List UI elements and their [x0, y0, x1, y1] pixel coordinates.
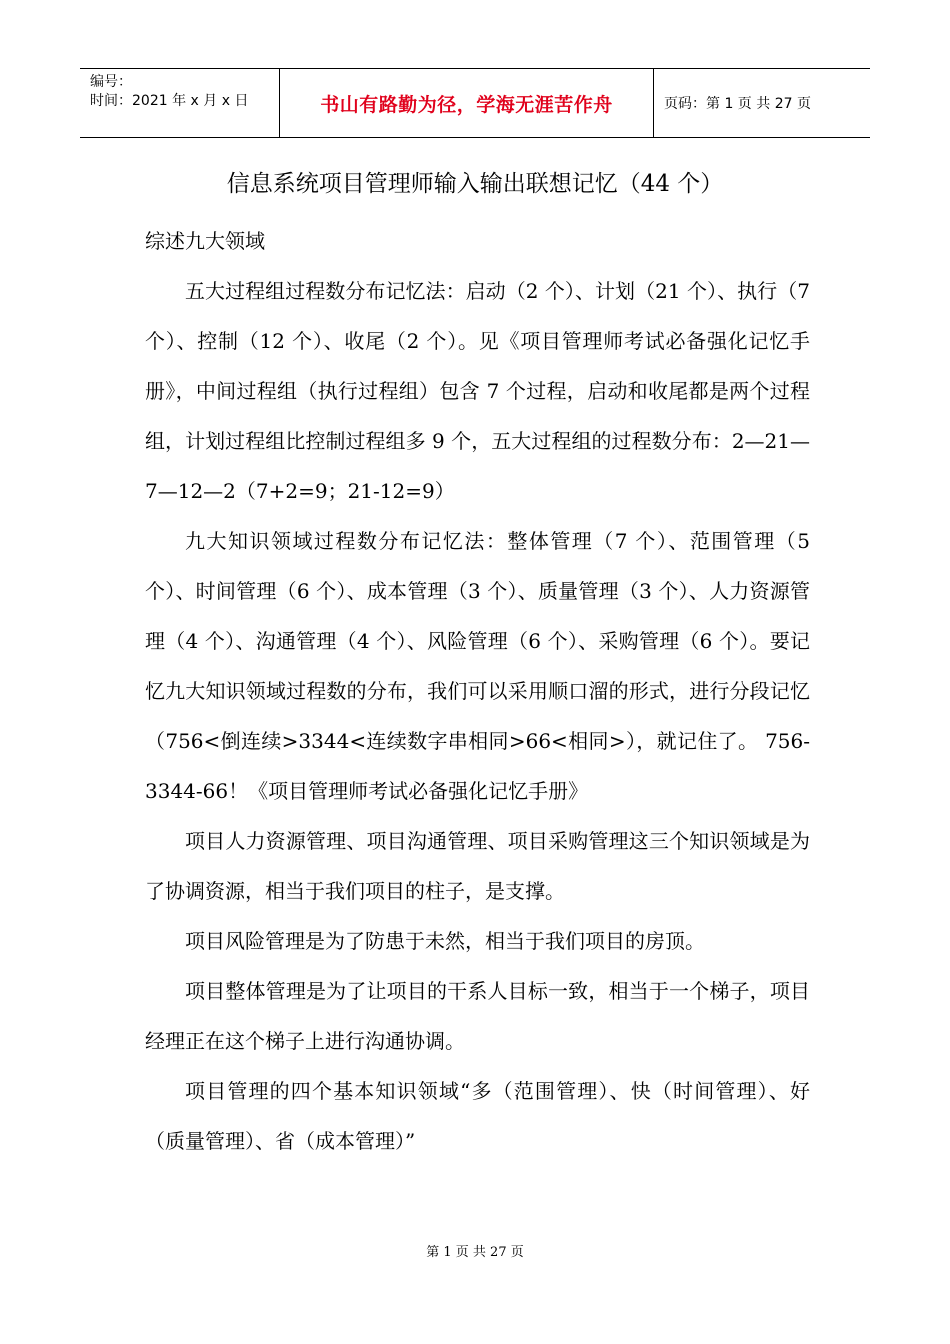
- header-motto: 书山有路勤为径，学海无涯苦作舟: [280, 69, 654, 137]
- document-number-label: 编号：: [90, 74, 132, 90]
- document-title: 信息系统项目管理师输入输出联想记忆（44 个）: [226, 171, 724, 197]
- paragraph-process-groups: 五大过程组过程数分布记忆法：启动（2 个）、计划（21 个）、执行（7 个）、控制（12 个）、收尾（2 个）。见《项目管理师考试必备强化记忆手册》，中间过程组（执行过程组）包含 7 个过程，启动和收尾都是两个过程组，计划过程组比控制过程组多 9 个，五大过程组的过程数分布：2—21—7—12—2（7+2=9；21-12=9）: [145, 279, 810, 503]
- section-heading: 综述九大领域: [145, 229, 265, 253]
- document-body: [145, 216, 810, 1166]
- page-footer: 第 1 页 共 27 页: [426, 1245, 524, 1260]
- paragraph-support-areas: 项目人力资源管理、项目沟通管理、项目采购管理这三个知识领域是为了协调资源，相当于我们项目的柱子，是支撑。: [145, 829, 810, 903]
- paragraph-risk-management: 项目风险管理是为了防患于未然，相当于我们项目的房顶。: [185, 929, 705, 953]
- document-header: [80, 68, 870, 138]
- document-date: 时间：2021 年 x 月 x 日: [90, 93, 249, 109]
- paragraph-four-basic-areas: 项目管理的四个基本知识领域“多（范围管理）、快（时间管理）、好（质量管理）、省（成本管理）”: [145, 1079, 810, 1153]
- header-meta-cell: [80, 69, 280, 137]
- paragraph-knowledge-areas: 九大知识领域过程数分布记忆法：整体管理（7 个）、范围管理（5 个）、时间管理（6 个）、成本管理（3 个）、质量管理（3 个）、人力资源管理（4 个）、沟通管理（4 个）、风险管理（6 个）、采购管理（6 个）。要记忆九大知识领域过程数的分布，我们可以采用顺口溜的形式，进行分段记忆（756<倒连续>3344<连续数字串相同>66<相同>），就记住了。 756-3344-66！《项目管理师考试必备强化记忆手册》: [145, 529, 810, 803]
- header-page-info: 页码：第 1 页 共 27 页: [664, 96, 811, 112]
- paragraph-integration-management: 项目整体管理是为了让项目的干系人目标一致，相当于一个梯子，项目经理正在这个梯子上进行沟通协调。: [145, 979, 810, 1053]
